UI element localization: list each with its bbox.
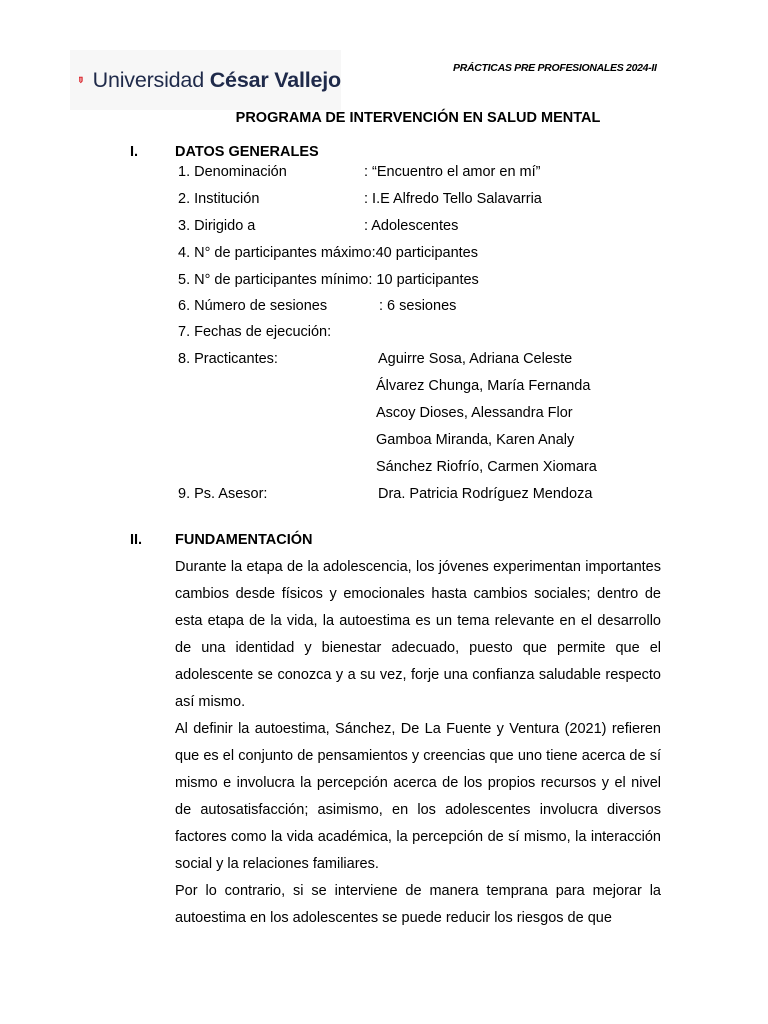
- item-2-label: 2. Institución: [178, 191, 260, 207]
- logo-text-regular: Universidad: [92, 67, 204, 92]
- practicante-5: Sánchez Riofrío, Carmen Xiomara: [376, 459, 597, 475]
- item-8-label: 8. Practicantes:: [178, 351, 278, 367]
- section-2-number: II.: [130, 532, 143, 548]
- item-3-value: : Adolescentes: [364, 218, 459, 234]
- section-2-heading: FUNDAMENTACIÓN: [175, 532, 313, 548]
- item-1-value: : “Encuentro el amor en mí”: [364, 164, 541, 180]
- item-9-label: 9. Ps. Asesor:: [178, 486, 268, 502]
- item-1-label: 1. Denominación: [178, 164, 287, 180]
- item-3-label: 3. Dirigido a: [178, 218, 256, 234]
- university-logo: [70, 50, 341, 110]
- item-5-label: 5. N° de participantes mínimo: 10 participantes: [178, 272, 479, 288]
- logo-text-bold: César Vallejo: [209, 67, 341, 92]
- practicante-4: Gamboa Miranda, Karen Analy: [376, 432, 575, 448]
- logo-text: [93, 68, 341, 93]
- item-2-value: : I.E Alfredo Tello Salavarria: [364, 191, 542, 207]
- item-4-label: 4. N° de participantes máximo:40 participantes: [178, 245, 478, 261]
- ucv-shield-icon: [79, 54, 83, 106]
- practicante-2: Álvarez Chunga, María Fernanda: [376, 378, 591, 394]
- practicas-label: PRÁCTICAS PRE PROFESIONALES 2024-II: [453, 62, 657, 74]
- item-7-label: 7. Fechas de ejecución:: [178, 324, 332, 340]
- paragraph-1: Durante la etapa de la adolescencia, los jóvenes experimentan importantes cambios desde físicos y emocionales hasta cambios sociales; dentro de esta etapa de la vida, la autoestima es un tema relevante en el desarrollo de una identidad y bienestar adecuado, puesto que permite que el adolescente se conozca y a su vez, forje una confianza saludable respecto así mismo.: [175, 559, 661, 710]
- item-9-value: Dra. Patricia Rodríguez Mendoza: [378, 486, 593, 502]
- item-6-value: : 6 sesiones: [379, 298, 457, 314]
- paragraph-2: Al definir la autoestima, Sánchez, De La Fuente y Ventura (2021) refieren que es el conjunto de pensamientos y creencias que uno tiene acerca de sí mismo e involucra la percepción acerca de los propios recursos y el nivel de autosatisfacción; asimismo, en los adolescentes involucra diversos factores como la vida académica, la percepción de sí mismo, la interacción social y la relaciones familiares.: [175, 721, 661, 872]
- section-1-number: I.: [130, 144, 139, 160]
- page-title: PROGRAMA DE INTERVENCIÓN EN SALUD MENTAL: [235, 110, 601, 126]
- paragraph-3: Por lo contrario, si se interviene de manera temprana para mejorar la autoestima en los adolescentes se puede reducir los riesgos de que: [175, 883, 661, 926]
- practicante-1: Aguirre Sosa, Adriana Celeste: [378, 351, 573, 367]
- practicante-3: Ascoy Dioses, Alessandra Flor: [376, 405, 573, 421]
- item-6-label: 6. Número de sesiones: [178, 298, 328, 314]
- section-1-heading: DATOS GENERALES: [175, 144, 319, 160]
